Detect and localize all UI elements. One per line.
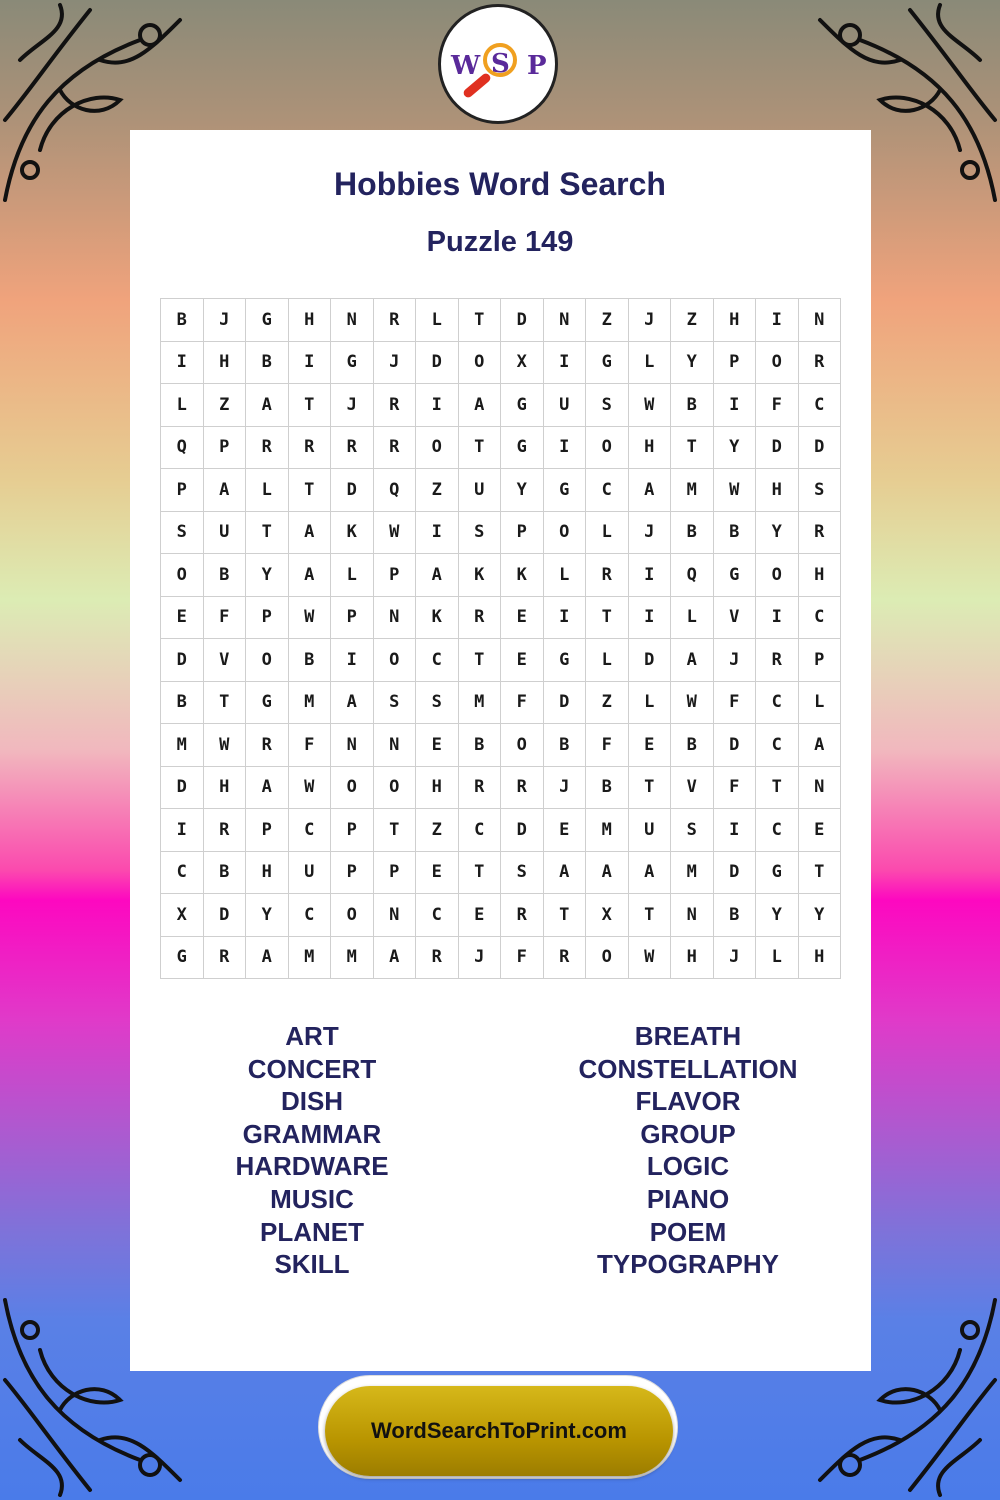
grid-cell: C (288, 809, 331, 852)
grid-cell: N (798, 299, 841, 342)
grid-cell: O (586, 426, 629, 469)
word-list-left (162, 1020, 462, 1281)
grid-cell: Y (713, 426, 756, 469)
page-title: Hobbies Word Search (334, 166, 666, 202)
grid-cell: S (161, 511, 204, 554)
grid-cell: W (713, 469, 756, 512)
grid-cell: A (458, 384, 501, 427)
word-list-item: PLANET (260, 1216, 364, 1247)
grid-cell: L (628, 681, 671, 724)
grid-cell: M (288, 936, 331, 979)
grid-cell: B (713, 894, 756, 937)
grid-cell: N (543, 299, 586, 342)
grid-cell: C (756, 681, 799, 724)
grid-cell: D (161, 766, 204, 809)
word-list-item: SKILL (274, 1249, 350, 1280)
grid-cell: M (288, 681, 331, 724)
grid-cell: W (203, 724, 246, 767)
grid-cell: R (331, 426, 374, 469)
grid-cell: O (373, 766, 416, 809)
grid-cell: B (671, 384, 714, 427)
grid-cell: G (501, 384, 544, 427)
grid-cell: H (713, 299, 756, 342)
grid-cell: O (756, 341, 799, 384)
word-list-item: MUSIC (270, 1183, 354, 1214)
grid-row (161, 426, 841, 469)
grid-cell: D (798, 426, 841, 469)
grid-cell: O (586, 936, 629, 979)
grid-cell: E (501, 639, 544, 682)
grid-cell: S (416, 681, 459, 724)
grid-cell: M (161, 724, 204, 767)
grid-cell: Q (671, 554, 714, 597)
grid-cell: F (713, 681, 756, 724)
grid-cell: Z (416, 809, 459, 852)
grid-cell: E (161, 596, 204, 639)
word-list-item: FLAVOR (635, 1086, 741, 1117)
word-list-item: LOGIC (646, 1151, 730, 1182)
grid-cell: B (288, 639, 331, 682)
grid-cell: K (331, 511, 374, 554)
grid-cell: I (416, 511, 459, 554)
grid-cell: R (203, 936, 246, 979)
grid-cell: F (203, 596, 246, 639)
grid-cell: B (203, 554, 246, 597)
grid-cell: O (416, 426, 459, 469)
grid-cell: D (756, 426, 799, 469)
word-list-item: PIANO (646, 1183, 730, 1214)
grid-cell: G (543, 469, 586, 512)
grid-cell: U (458, 469, 501, 512)
grid-cell: M (458, 681, 501, 724)
grid-cell: R (373, 384, 416, 427)
grid-cell: L (586, 639, 629, 682)
grid-cell: D (628, 639, 671, 682)
grid-cell: C (416, 894, 459, 937)
grid-cell: N (331, 299, 374, 342)
grid-cell: D (161, 639, 204, 682)
grid-cell: Y (501, 469, 544, 512)
grid-cell: A (203, 469, 246, 512)
grid-cell: D (713, 724, 756, 767)
grid-cell: R (246, 724, 289, 767)
grid-cell: T (543, 894, 586, 937)
grid-cell: C (288, 894, 331, 937)
grid-row (161, 511, 841, 554)
grid-cell: S (586, 384, 629, 427)
grid-cell: B (671, 724, 714, 767)
grid-row (161, 554, 841, 597)
grid-cell: D (416, 341, 459, 384)
grid-cell: A (628, 851, 671, 894)
letter-grid (160, 298, 841, 979)
grid-cell: O (543, 511, 586, 554)
grid-cell: T (628, 894, 671, 937)
grid-cell: P (203, 426, 246, 469)
grid-cell: I (331, 639, 374, 682)
grid-cell: H (798, 554, 841, 597)
grid-cell: R (373, 299, 416, 342)
grid-cell: O (331, 894, 374, 937)
word-list-item: HARDWARE (235, 1151, 389, 1182)
grid-cell: G (543, 639, 586, 682)
grid-cell: B (586, 766, 629, 809)
grid-row (161, 469, 841, 512)
grid-cell: D (501, 809, 544, 852)
grid-cell: S (373, 681, 416, 724)
grid-cell: L (246, 469, 289, 512)
grid-cell: Y (756, 894, 799, 937)
grid-cell: I (628, 596, 671, 639)
grid-cell: T (288, 384, 331, 427)
grid-cell: Z (586, 299, 629, 342)
grid-cell: T (458, 426, 501, 469)
grid-cell: E (458, 894, 501, 937)
grid-cell: W (288, 596, 331, 639)
grid-cell: B (671, 511, 714, 554)
grid-cell: B (161, 681, 204, 724)
grid-cell: C (586, 469, 629, 512)
grid-cell: A (671, 639, 714, 682)
grid-cell: R (373, 426, 416, 469)
grid-cell: C (161, 851, 204, 894)
grid-cell: A (246, 766, 289, 809)
grid-cell: C (756, 809, 799, 852)
grid-cell: J (713, 936, 756, 979)
grid-cell: Z (586, 681, 629, 724)
grid-cell: W (288, 766, 331, 809)
grid-cell: C (416, 639, 459, 682)
grid-cell: O (373, 639, 416, 682)
grid-cell: H (671, 936, 714, 979)
grid-cell: B (246, 341, 289, 384)
grid-cell: M (586, 809, 629, 852)
grid-cell: C (798, 596, 841, 639)
grid-cell: U (203, 511, 246, 554)
grid-cell: O (246, 639, 289, 682)
grid-cell: P (373, 554, 416, 597)
grid-cell: G (331, 341, 374, 384)
grid-cell: P (798, 639, 841, 682)
grid-cell: O (501, 724, 544, 767)
grid-cell: H (203, 766, 246, 809)
grid-cell: E (543, 809, 586, 852)
grid-row (161, 341, 841, 384)
grid-cell: O (331, 766, 374, 809)
grid-cell: R (246, 426, 289, 469)
grid-row (161, 724, 841, 767)
grid-cell: B (161, 299, 204, 342)
grid-cell: T (373, 809, 416, 852)
grid-cell: R (458, 596, 501, 639)
grid-cell: Y (756, 511, 799, 554)
website-link[interactable]: WordSearchToPrint.com (325, 1386, 673, 1476)
grid-cell: J (203, 299, 246, 342)
grid-cell: I (756, 596, 799, 639)
grid-cell: O (458, 341, 501, 384)
grid-cell: G (246, 299, 289, 342)
grid-cell: H (798, 936, 841, 979)
grid-cell: Y (246, 894, 289, 937)
grid-cell: O (756, 554, 799, 597)
grid-cell: F (501, 936, 544, 979)
grid-cell: F (586, 724, 629, 767)
grid-cell: E (798, 809, 841, 852)
grid-cell: B (713, 511, 756, 554)
grid-cell: B (458, 724, 501, 767)
grid-cell: T (586, 596, 629, 639)
grid-cell: R (756, 639, 799, 682)
grid-cell: K (416, 596, 459, 639)
word-list-item: POEM (649, 1216, 727, 1247)
grid-cell: I (756, 299, 799, 342)
grid-cell: Z (671, 299, 714, 342)
logo-letter: P (527, 51, 547, 81)
grid-cell: A (246, 384, 289, 427)
grid-cell: R (288, 426, 331, 469)
grid-cell: L (756, 936, 799, 979)
grid-cell: M (331, 936, 374, 979)
grid-cell: J (628, 511, 671, 554)
grid-cell: T (246, 511, 289, 554)
grid-cell: D (501, 299, 544, 342)
word-list-item: DISH (280, 1086, 344, 1117)
grid-cell: E (501, 596, 544, 639)
grid-cell: D (713, 851, 756, 894)
grid-cell: P (501, 511, 544, 554)
grid-cell: T (458, 639, 501, 682)
grid-cell: W (373, 511, 416, 554)
grid-cell: E (628, 724, 671, 767)
grid-cell: R (501, 766, 544, 809)
grid-cell: J (713, 639, 756, 682)
grid-cell: Q (161, 426, 204, 469)
grid-cell: U (543, 384, 586, 427)
grid-cell: A (628, 469, 671, 512)
grid-cell: J (628, 299, 671, 342)
grid-row (161, 681, 841, 724)
grid-cell: G (246, 681, 289, 724)
grid-cell: N (373, 894, 416, 937)
grid-cell: B (543, 724, 586, 767)
grid-cell: A (331, 681, 374, 724)
word-list-item: BREATH (634, 1021, 742, 1051)
logo (438, 4, 558, 124)
grid-cell: I (543, 341, 586, 384)
grid-cell: S (458, 511, 501, 554)
grid-cell: R (798, 341, 841, 384)
grid-cell: E (416, 851, 459, 894)
grid-cell: H (756, 469, 799, 512)
grid-cell: E (416, 724, 459, 767)
grid-cell: V (713, 596, 756, 639)
grid-cell: D (543, 681, 586, 724)
grid-cell: A (416, 554, 459, 597)
word-list-item: GRAMMAR (242, 1118, 382, 1149)
grid-cell: Y (246, 554, 289, 597)
word-list-item: CONSTELLATION (578, 1053, 798, 1084)
grid-cell: H (246, 851, 289, 894)
grid-cell: T (288, 469, 331, 512)
word-list-item: CONCERT (247, 1053, 377, 1084)
grid-row (161, 809, 841, 852)
grid-cell: P (331, 596, 374, 639)
grid-cell: P (331, 809, 374, 852)
grid-cell: Z (416, 469, 459, 512)
grid-cell: Y (798, 894, 841, 937)
grid-cell: A (798, 724, 841, 767)
grid-cell: C (458, 809, 501, 852)
grid-cell: I (543, 596, 586, 639)
grid-cell: A (586, 851, 629, 894)
grid-cell: N (373, 724, 416, 767)
grid-cell: N (373, 596, 416, 639)
grid-cell: R (501, 894, 544, 937)
grid-cell: F (288, 724, 331, 767)
grid-cell: Z (203, 384, 246, 427)
grid-row (161, 936, 841, 979)
grid-cell: G (161, 936, 204, 979)
grid-cell: V (671, 766, 714, 809)
grid-cell: J (373, 341, 416, 384)
grid-cell: U (288, 851, 331, 894)
grid-cell: R (543, 936, 586, 979)
grid-cell: I (628, 554, 671, 597)
grid-cell: R (203, 809, 246, 852)
grid-row (161, 639, 841, 682)
grid-cell: S (501, 851, 544, 894)
grid-cell: A (246, 936, 289, 979)
grid-cell: T (458, 851, 501, 894)
grid-cell: L (628, 341, 671, 384)
grid-cell: P (373, 851, 416, 894)
grid-cell: W (628, 384, 671, 427)
grid-cell: I (543, 426, 586, 469)
grid-cell: I (288, 341, 331, 384)
logo-letter: W (451, 51, 481, 81)
grid-cell: D (203, 894, 246, 937)
grid-cell: X (161, 894, 204, 937)
grid-cell: L (798, 681, 841, 724)
grid-cell: H (628, 426, 671, 469)
grid-cell: C (756, 724, 799, 767)
grid-cell: R (458, 766, 501, 809)
word-list-item: ART (285, 1021, 339, 1051)
grid-cell: L (331, 554, 374, 597)
grid-cell: T (671, 426, 714, 469)
grid-cell: H (288, 299, 331, 342)
grid-cell: G (586, 341, 629, 384)
word-list-item: TYPOGRAPHY (596, 1249, 780, 1280)
grid-cell: T (628, 766, 671, 809)
grid-cell: N (671, 894, 714, 937)
grid-cell: Q (373, 469, 416, 512)
grid-row (161, 766, 841, 809)
grid-cell: D (331, 469, 374, 512)
grid-cell: I (416, 384, 459, 427)
grid-cell: G (756, 851, 799, 894)
grid-row (161, 384, 841, 427)
grid-cell: J (458, 936, 501, 979)
grid-cell: P (161, 469, 204, 512)
grid-cell: K (501, 554, 544, 597)
grid-cell: B (203, 851, 246, 894)
grid-cell: S (671, 809, 714, 852)
grid-row (161, 894, 841, 937)
grid-row (161, 851, 841, 894)
grid-cell: R (586, 554, 629, 597)
grid-cell: I (161, 809, 204, 852)
grid-cell: L (586, 511, 629, 554)
grid-cell: L (543, 554, 586, 597)
grid-cell: I (161, 341, 204, 384)
grid-cell: N (331, 724, 374, 767)
grid-cell: X (586, 894, 629, 937)
grid-row (161, 596, 841, 639)
grid-cell: P (713, 341, 756, 384)
grid-cell: M (671, 469, 714, 512)
grid-cell: W (671, 681, 714, 724)
grid-cell: L (161, 384, 204, 427)
grid-cell: A (288, 554, 331, 597)
grid-cell: M (671, 851, 714, 894)
grid-cell: H (416, 766, 459, 809)
grid-cell: W (628, 936, 671, 979)
grid-cell: L (671, 596, 714, 639)
grid-cell: A (543, 851, 586, 894)
grid-cell: T (756, 766, 799, 809)
grid-cell: K (458, 554, 501, 597)
grid-cell: U (628, 809, 671, 852)
grid-cell: N (798, 766, 841, 809)
grid-cell: I (713, 384, 756, 427)
grid-cell: H (203, 341, 246, 384)
grid-cell: A (288, 511, 331, 554)
grid-cell: J (543, 766, 586, 809)
grid-cell: J (331, 384, 374, 427)
grid-cell: V (203, 639, 246, 682)
word-list-item: GROUP (640, 1118, 736, 1149)
grid-cell: P (246, 809, 289, 852)
grid-cell: R (416, 936, 459, 979)
grid-cell: Y (671, 341, 714, 384)
grid-cell: X (501, 341, 544, 384)
word-list-right (538, 1020, 838, 1281)
grid-row (161, 299, 841, 342)
grid-cell: G (501, 426, 544, 469)
grid-cell: F (501, 681, 544, 724)
grid-cell: A (373, 936, 416, 979)
grid-cell: T (798, 851, 841, 894)
grid-cell: C (798, 384, 841, 427)
grid-cell: P (246, 596, 289, 639)
logo-letter: S (491, 49, 510, 79)
grid-cell: G (713, 554, 756, 597)
puzzle-number: Puzzle 149 (426, 226, 574, 258)
grid-cell: P (331, 851, 374, 894)
grid-cell: I (713, 809, 756, 852)
grid-cell: F (713, 766, 756, 809)
grid-cell: R (798, 511, 841, 554)
grid-cell: T (458, 299, 501, 342)
grid-cell: T (203, 681, 246, 724)
grid-cell: S (798, 469, 841, 512)
grid-cell: O (161, 554, 204, 597)
grid-cell: L (416, 299, 459, 342)
grid-cell: F (756, 384, 799, 427)
